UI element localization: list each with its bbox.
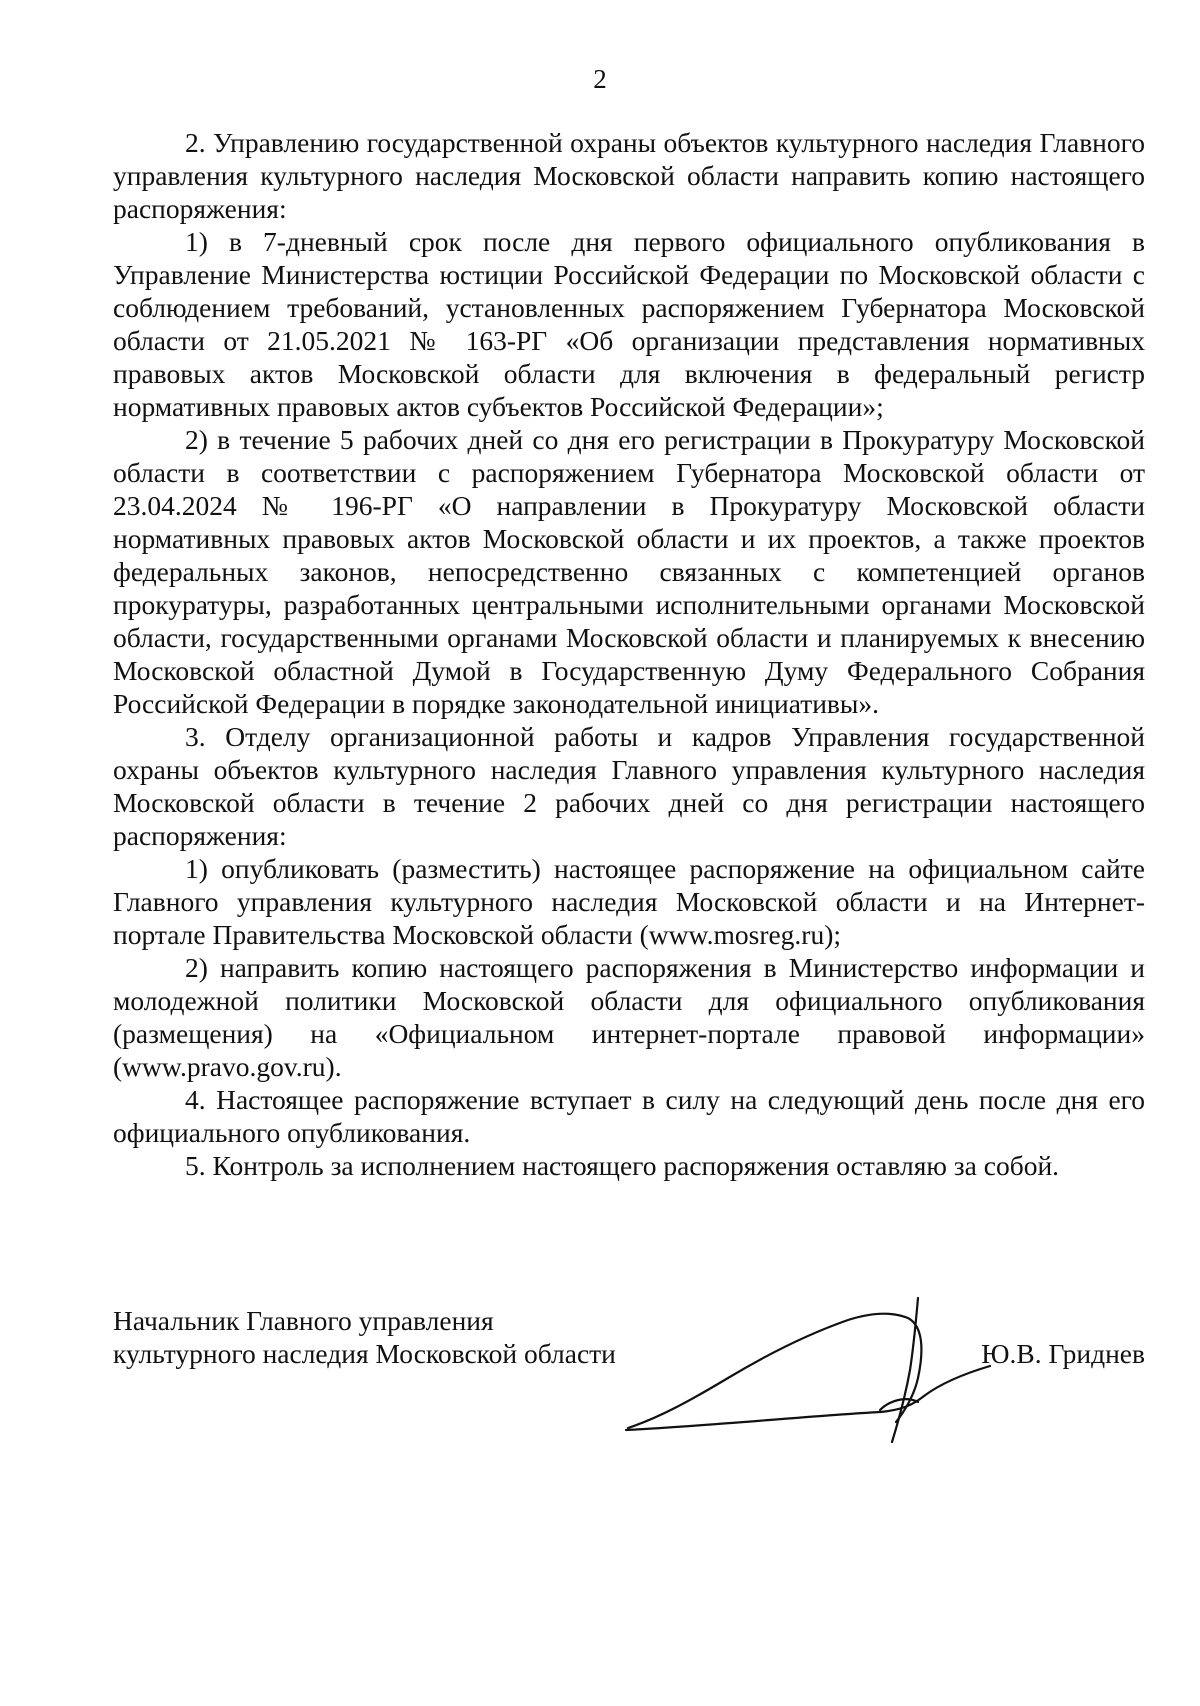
- document-body: [113, 126, 1145, 1182]
- signatory-title-line-2: культурного наследия Московской области: [113, 1338, 616, 1369]
- signatory-title-line-1: Начальник Главного управления: [113, 1305, 494, 1336]
- paragraph-2-1: 1) в 7-дневный срок после дня первого официального опубликования в Управление Министерства юстиции Российской Федерации по Московской области с соблюдением требований, установленных распоряжением Губернатора Московской области от 21.05.2021 № 163-РГ «Об организации представления нормативных правовых актов Московской области для включения в федеральный регистр нормативных правовых актов субъектов Российской Федерации»;: [113, 226, 1145, 422]
- signatory-name: Ю.В. Гриднев: [981, 1338, 1145, 1369]
- signatory-title: [113, 1304, 616, 1370]
- paragraph-4: 4. Настоящее распоряжение вступает в силу на следующий день после дня его официального опубликования.: [113, 1084, 1145, 1148]
- paragraph-3-2: 2) направить копию настоящего распоряжения в Министерство информации и молодежной политики Московской области для официального опубликования (размещения) на «Официальном интернет-портале правовой информации» (www.pravo.gov.ru).: [113, 952, 1145, 1082]
- paragraph-2-2: 2) в течение 5 рабочих дней со дня его регистрации в Прокуратуру Московской области в соответствии с распоряжением Губернатора Московской области от 23.04.2024 № 196-РГ «О направлении в Прокуратуру Московской области нормативных правовых актов Московской области и их проектов, а также проектов федеральных законов, непосредственно связанных с компетенцией органов прокуратуры, разработанных центральными исполнительными органами Московской области, государственными органами Московской области и планируемых к внесению Московской областной Думой в Государственную Думу Федерального Собрания Российской Федерации в порядке законодательной инициативы».: [113, 424, 1145, 719]
- signature-stroke-main: [628, 1314, 921, 1428]
- paragraph-5: 5. Контроль за исполнением настоящего распоряжения оставляю за собой.: [185, 1150, 1060, 1181]
- handwritten-signature: [618, 1292, 1058, 1462]
- paragraph-3-1: 1) опубликовать (разместить) настоящее распоряжение на официальном сайте Главного управления культурного наследия Московской области и на Интернет-портале Правительства Московской области (www.mosreg.ru);: [113, 853, 1145, 950]
- paragraph-3: 3. Отделу организационной работы и кадров Управления государственной охраны объектов культурного наследия Главного управления культурного наследия Московской области в течение 2 рабочих дней со дня регистрации настоящего распоряжения:: [113, 721, 1145, 851]
- signature-stroke-tail: [626, 1366, 990, 1430]
- signature-block: [113, 1304, 1145, 1464]
- page-number: 2: [593, 64, 607, 94]
- paragraph-2: 2. Управлению государственной охраны объектов культурного наследия Главного управления культурного наследия Московской области направить копию настоящего распоряжения:: [113, 127, 1145, 224]
